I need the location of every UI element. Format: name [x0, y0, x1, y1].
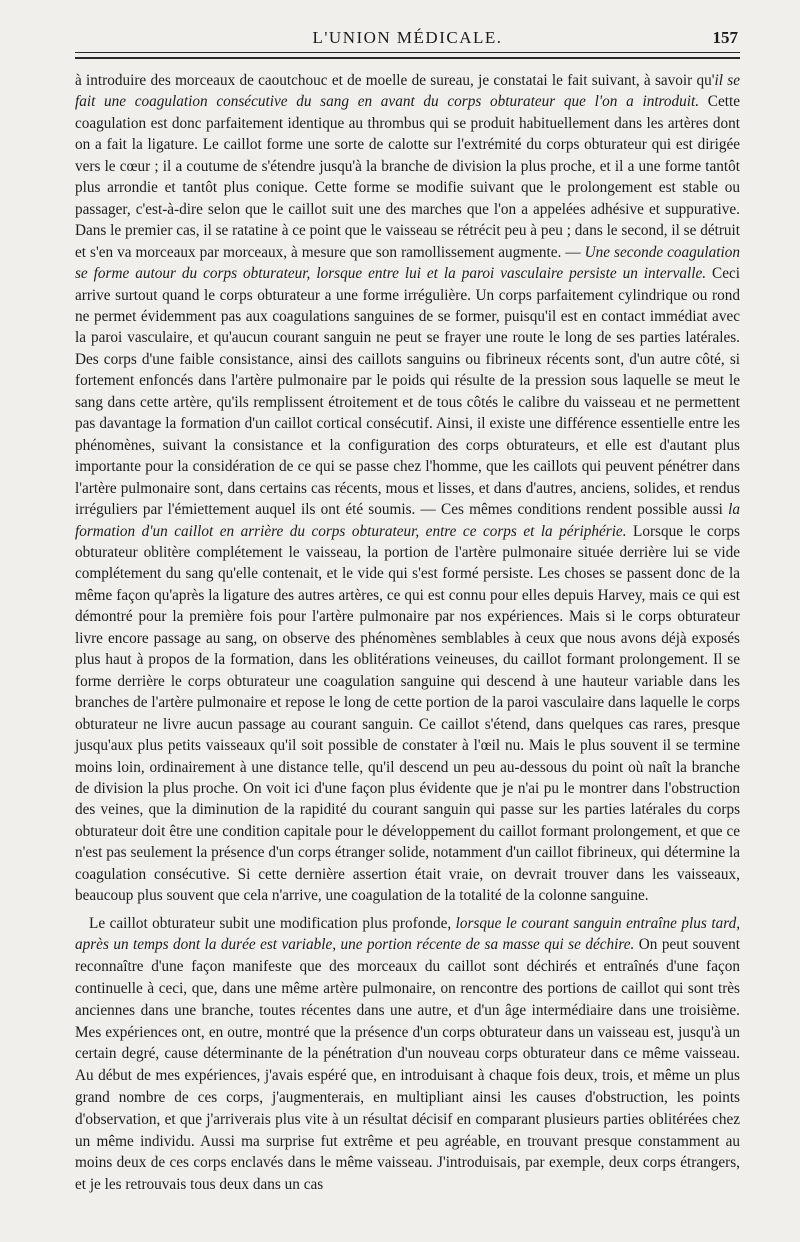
paragraph-1-italic-b: Une seconde coagulation se forme autour du corps obturateur, lorsque entre lui et la paroi vasculaire persiste un intervalle. [75, 243, 740, 283]
paragraph-1-text-c: Ceci arrive surtout quand le corps obturateur a une forme irrégulière. Un corps parfaitement cylindrique ou rond ne permet évidemment pas aux coagulations sanguines de se former, puisqu'il est en contact immédiat avec la paroi vasculaire, et qu'aucun courant sanguin ne peut se frayer une route le long de ses parties latérales. Des corps d'une faible consistance, ainsi des caillots sanguins ou fibrineux récents sont, d'un autre côté, si fortement enfoncés dans l'artère pulmonaire par le poids qui résulte de la pression sous laquelle se meut le sang dans cette artère, qu'ils remplissent étroitement et de tous côtés le calibre du vaisseau et ne permettent pas davantage la formation d'un caillot cortical consécutif. Ainsi, il existe une différence essentielle entre les phénomènes, suivant la consistance et la configuration des corps obturateurs, et elle est d'autant plus importante pour la considération de ce qui se passe chez l'homme, que les caillots qui peuvent pénétrer dans l'artère pulmonaire sont, dans certains cas récents, mous et lisses, et dans d'autres, anciens, solides, et rendus irréguliers par l'émiettement auquel ils ont été soumis. — Ces mêmes conditions rendent possible aussi [75, 265, 740, 519]
paragraph-1-text-d: Lorsque le corps obturateur oblitère complétement le vaisseau, la portion de l'artère pulmonaire située derrière lui se vide complétement du sang qu'elle contenait, et le vide qui s'est formé persiste. Les choses se passent donc de la même façon qu'après la ligature des autres artères, ce qui est connu pour elles depuis Harvey, mais ce qui est démontré pour la première fois pour l'artère pulmonaire par nos expériences. Mais si le corps obturateur livre encore passage au sang, on observe des phénomènes semblables à ceux que nous avons déjà exposés plus haut à propos de la formation, dans les oblitérations veineuses, du caillot formant prolongement. Il se forme derrière le corps obturateur une coagulation sanguine qui descend à une hauteur variable dans les branches de l'artère pulmonaire et repose le long de cette portion de la paroi vasculaire dans laquelle le corps obturateur ne livre aucun passage au courant sanguin. Ce caillot s'étend, dans quelques cas rares, presque jusqu'aux plus petits vaisseaux qu'il soit possible de constater à l'œil nu. Mais le plus souvent il se termine moins loin, ordinairement à une distance telle, qu'il descend un peu au-dessous du point où naît la branche de division la plus proche. On voit ici d'une façon plus évidente que je n'ai pu le montrer dans l'obstruction des veines, que la diminution de la rapidité du courant sanguin qui passe sur les parties latérales du corps obturateur doit être une condition capitale pour le développement du caillot formant prolongement, et que ce n'est pas seulement la présence d'un corps étranger solide, notamment d'un caillot fibrineux, qui détermine la coagulation consécutive. Si cette dernière assertion était vraie, on devrait trouver dans les vaisseaux, beaucoup plus souvent que cela n'arrive, une coagulation de la totalité de la colonne sanguine. [75, 522, 740, 905]
paragraph-1-italic-a: il se fait une coagulation consécutive du sang en avant du corps obturateur que l'on a introduit. [75, 72, 740, 111]
header-rule-thin [75, 52, 740, 53]
paragraph-1-text-a: à introduire des morceaux de caoutchouc et de moelle de sureau, je constatai le fait suivant, à savoir qu' [75, 72, 715, 89]
article-body [75, 70, 740, 1196]
paragraph-2-text-a: Le caillot obturateur subit une modification plus profonde, [89, 914, 456, 932]
page-header [75, 27, 740, 53]
paragraph-1-italic-c: la formation d'un caillot en arrière du corps obturateur, entre ce corps et la périphérie. [75, 501, 740, 540]
running-title: L'UNION MÉDICALE. [312, 28, 503, 47]
page-number: 157 [712, 28, 738, 47]
paragraph-2-text-b: On peut souvent reconnaître d'une façon manifeste que des morceaux du caillot sont déchirés et entraînés d'une façon continuelle à ceci, que, dans une même artère pulmonaire, on rencontre des portions de caillot qui sont très anciennes dans une branche, toutes récentes dans une autre, et d'un âge intermédiaire dans une troisième. Mes expériences ont, en outre, montré que la présence d'un corps obturateur dans un vaisseau est, jusqu'à un certain degré, cause déterminante de la pénétration d'un nouveau corps obturateur dans ce même vaisseau. Au début de mes expériences, j'avais espéré que, en introduisant à chaque fois deux, trois, et même un plus grand nombre de ces corps, j'augmenterais, en multipliant ainsi les causes d'obstruction, les points d'observation, et que j'arriverais plus vite à un résultat décisif en comparant plusieurs parties oblitérées chez un même individu. Aussi ma surprise fut extrême et peu agréable, en trouvant presque constamment au moins deux de ces corps enclavés dans le même vaisseau. J'introduisais, par exemple, deux corps étrangers, et je les retrouvais tous deux dans un cas [75, 936, 740, 1194]
paragraph-1 [75, 70, 740, 907]
paragraph-1-text-b: Cette coagulation est donc parfaitement identique au thrombus qui se produit habituellement dans les artères dont on a fait la ligature. Le caillot forme une sorte de calotte sur l'extrémité du corps obturateur qui est dirigée vers le cœur ; il a coutume de s'étendre jusqu'à la branche de division la plus proche, et il a une forme tantôt plus arrondie et tantôt plus conique. Cette forme se modifie suivant que le prolongement est stable ou passager, c'est-à-dire selon que le caillot suit une des marches que l'on a appelées adhésive et suppurative. Dans le premier cas, il se ratatine à ce point que le vaisseau se rétrécit peu à peu ; dans le second, il se détruit et s'en va morceaux par morceaux, à mesure que son ramollissement augmente. — [75, 93, 740, 261]
paragraph-2-italic-a: lorsque le courant sanguin entraîne plus tard, après un temps dont la durée est variable, une portion récente de sa masse qui se déchire. [75, 914, 741, 954]
paragraph-2 [75, 913, 740, 1196]
header-rule-thick [75, 57, 740, 59]
